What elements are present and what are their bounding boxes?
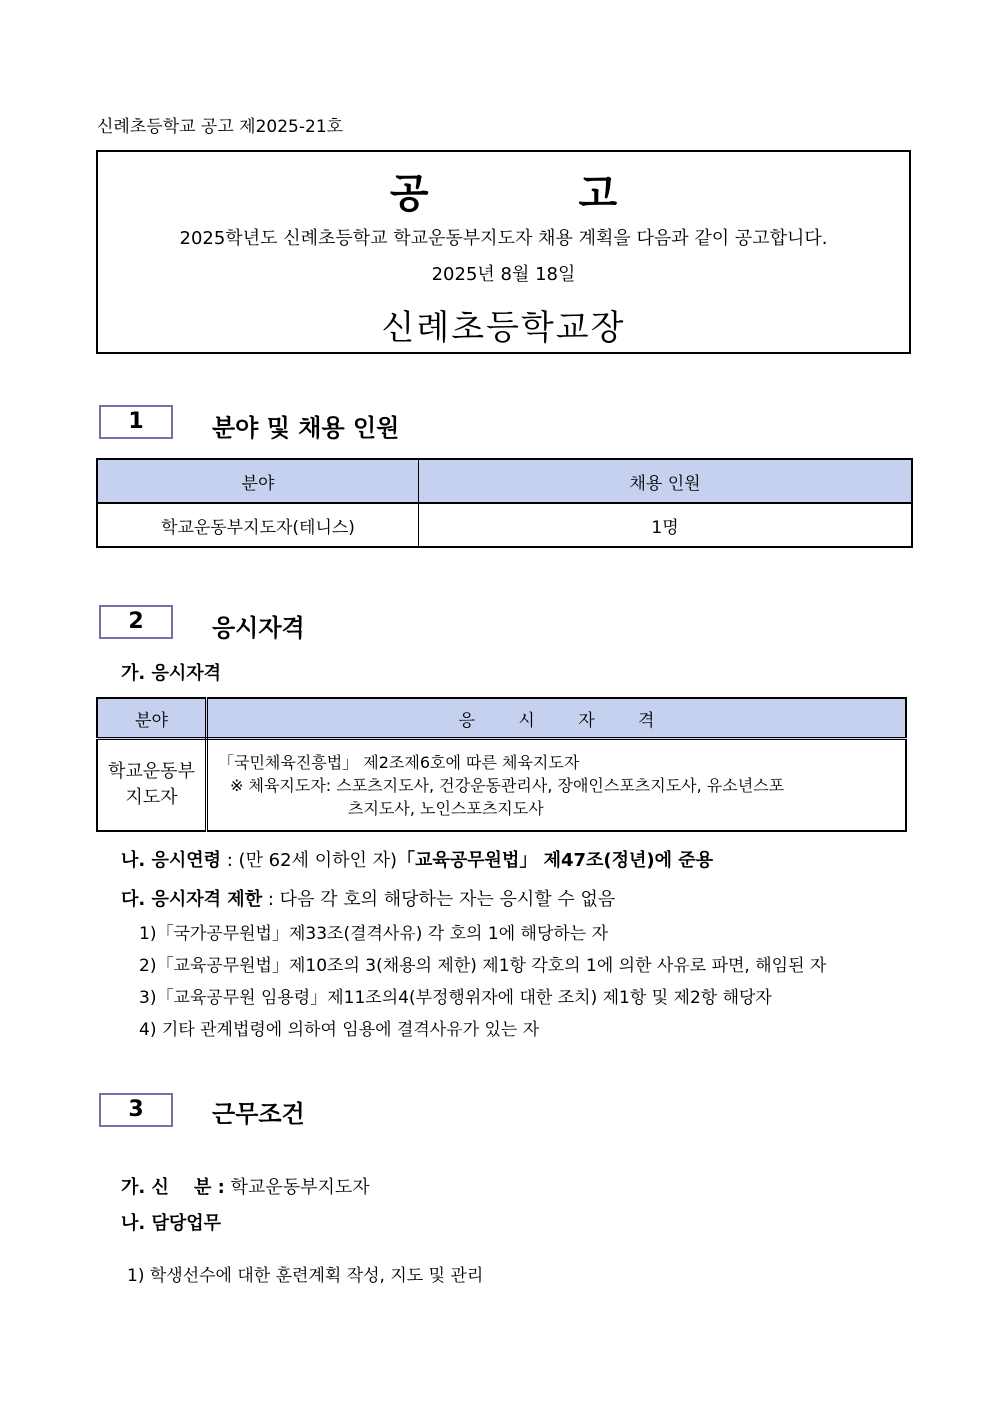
restriction-text: : 다음 각 호의 해당하는 자는 응시할 수 없음 bbox=[262, 889, 616, 910]
table-header-row bbox=[97, 698, 906, 739]
qualification-note-cont: 츠지도사, 노인스포츠지도사 bbox=[348, 798, 544, 818]
duties-heading: 나. 담당업무 bbox=[121, 1213, 222, 1234]
table-cell: 1명 bbox=[419, 503, 913, 547]
age-requirement bbox=[121, 846, 713, 872]
subheading-qualification: 가. 응시자격 bbox=[121, 663, 222, 684]
list-item: 1) 학생선수에 대한 훈련계획 작성, 지도 및 관리 bbox=[127, 1266, 484, 1286]
status-label: 가. 신 분 : bbox=[121, 1177, 225, 1198]
announcement-box bbox=[96, 150, 911, 354]
announcement-title: 공고 bbox=[389, 171, 768, 217]
restriction-heading bbox=[121, 885, 615, 911]
age-text: : (만 62세 이하인 자) bbox=[221, 850, 397, 871]
list-item: 3)「교육공무원 임용령」제11조의4(부정행위자에 대한 조치) 제1항 및 제2항 해당자 bbox=[139, 988, 772, 1008]
section-1-title: 분야 및 채용 인원 bbox=[212, 414, 400, 442]
status-text: 학교운동부지도자 bbox=[224, 1177, 370, 1198]
section-2-number: 2 bbox=[99, 605, 173, 639]
section-3-number: 3 bbox=[99, 1093, 173, 1127]
table-header: 분야 bbox=[97, 459, 419, 503]
table-cell: 학교운동부지도자(테니스) bbox=[97, 503, 419, 547]
table-row bbox=[97, 739, 906, 832]
section-2-title: 응시자격 bbox=[212, 614, 305, 642]
table-row bbox=[97, 503, 912, 547]
field-cell bbox=[97, 739, 207, 832]
section-3-title: 근무조건 bbox=[212, 1100, 305, 1128]
section-1-number: 1 bbox=[99, 405, 173, 439]
announcement-date: 2025년 8월 18일 bbox=[431, 264, 576, 285]
announcement-body: 2025학년도 신례초등학교 학교운동부지도자 채용 계획을 다음과 같이 공고합니다. bbox=[179, 228, 828, 249]
age-label: 나. 응시연령 bbox=[121, 850, 222, 871]
age-law: 「교육공무원법」 제47조(정년)에 준용 bbox=[397, 850, 714, 871]
restriction-label: 다. 응시자격 제한 bbox=[121, 889, 263, 910]
announcement-signer: 신례초등학교장 bbox=[381, 308, 626, 348]
status-line bbox=[121, 1173, 370, 1199]
qualification-note: ※ 체육지도자: 스포츠지도사, 건강운동관리사, 장애인스포츠지도사, 유소년스포 bbox=[230, 775, 785, 795]
qualification-table bbox=[96, 697, 907, 832]
qualification-cell bbox=[207, 739, 907, 832]
table-header: 분야 bbox=[97, 698, 207, 739]
list-item: 2)「교육공무원법」제10조의 3(채용의 제한) 제1항 각호의 1에 의한 사유로 파면, 해임된 자 bbox=[139, 956, 827, 976]
table-header: 응 시 자 격 bbox=[207, 698, 907, 739]
table-header: 채용 인원 bbox=[419, 459, 913, 503]
table-header-row bbox=[97, 459, 912, 503]
list-item: 4) 기타 관계법령에 의하여 임용에 결격사유가 있는 자 bbox=[139, 1020, 540, 1040]
field-name: 학교운동부지도자 bbox=[108, 761, 195, 808]
list-item: 1)「국가공무원법」제33조(결격사유) 각 호의 1에 해당하는 자 bbox=[139, 924, 609, 944]
qualification-line: 「국민체육진흥법」 제2조제6호에 따른 체육지도자 bbox=[218, 752, 580, 772]
notice-number: 신례초등학교 공고 제2025-21호 bbox=[97, 117, 344, 137]
recruitment-table bbox=[96, 458, 913, 548]
